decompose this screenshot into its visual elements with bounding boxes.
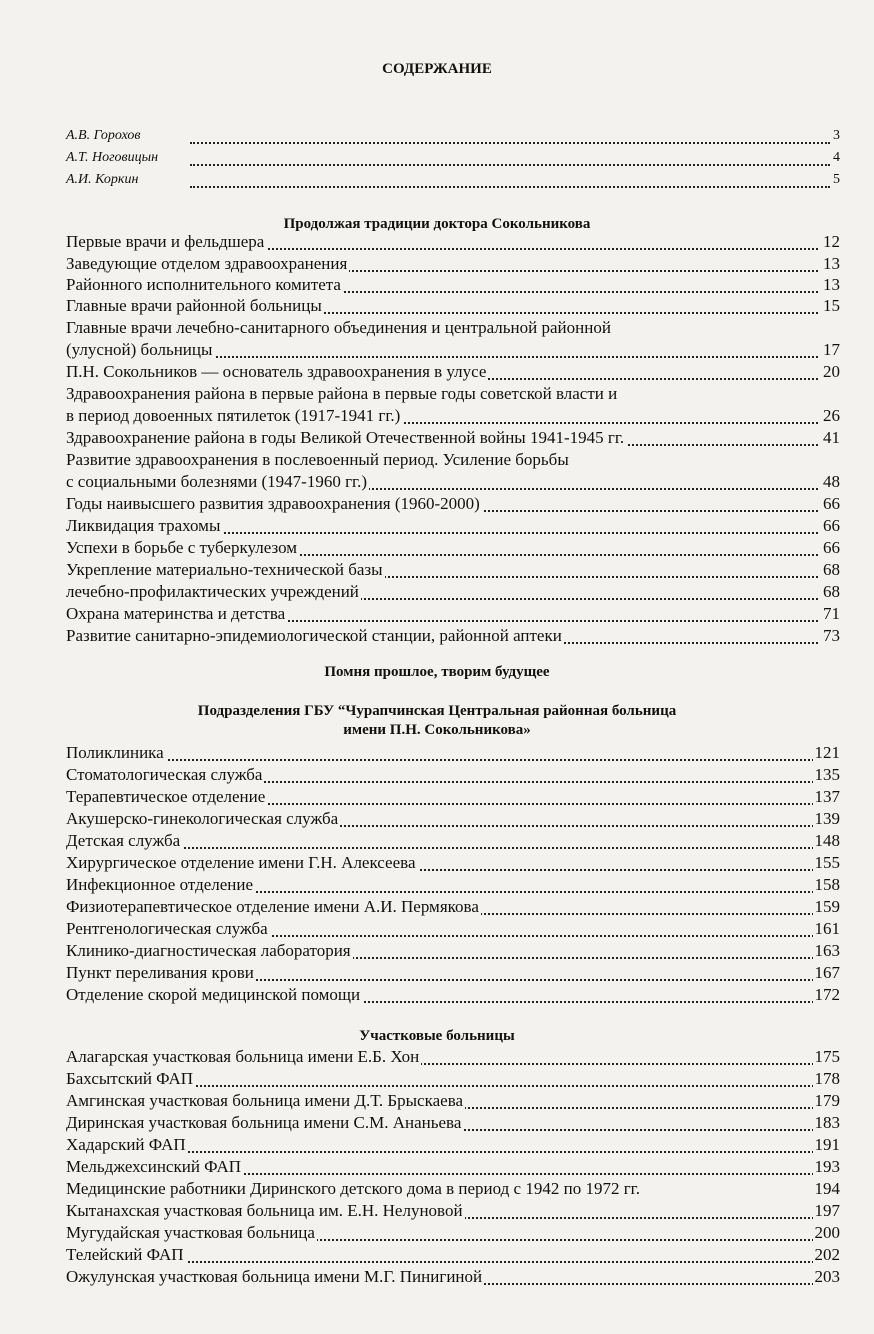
page-number: 183: [814, 1113, 840, 1132]
dot-leader: [190, 184, 830, 188]
toc-entry: [0, 493, 874, 517]
entry-title: Районного исполнительного комитета: [66, 275, 341, 294]
entry-title: Здравоохранения района в первые района в первые годы советской власти и: [66, 384, 618, 403]
page-number: 15: [823, 296, 840, 315]
entry-title: Детская служба: [66, 831, 181, 850]
entry-title: Телейский ФАП: [66, 1245, 184, 1264]
entry-title-continued: в период довоенных пятилеток (1917-1941 гг.): [66, 406, 401, 425]
entry-title: Отделение скорой медицинской помощи: [66, 985, 361, 1004]
toc-entry: [0, 581, 874, 605]
page-number: 155: [814, 853, 840, 872]
page-number: 191: [814, 1135, 840, 1154]
dot-leader: [100, 1149, 818, 1153]
page-number: 178: [814, 1069, 840, 1088]
entry-title: Мугудайская участковая больница: [66, 1223, 315, 1242]
page-number: 73: [823, 626, 840, 645]
entry-title: Охрана материнства и детства: [66, 604, 286, 623]
toc-entry: [0, 625, 874, 649]
toc-entry: [0, 339, 874, 363]
page-number: 139: [814, 809, 840, 828]
entry-title: Терапевтическое отделение: [66, 787, 266, 806]
toc-entry: [0, 808, 874, 832]
page-number: 48: [823, 472, 840, 491]
page-number: 20: [823, 362, 840, 381]
page-number: 5: [831, 170, 840, 190]
toc-entry: [0, 874, 874, 898]
toc-entry: [0, 764, 874, 788]
section-heading: Продолжая традиции доктора Сокольникова: [283, 216, 591, 232]
page-number: 137: [814, 787, 840, 806]
toc-title: СОДЕРЖАНИЕ: [382, 61, 492, 77]
page-number: 68: [823, 582, 840, 601]
toc-entry: [0, 537, 874, 561]
entry-title: Мельджехсинский ФАП: [66, 1157, 242, 1176]
entry-title: Укрепление материально-технической базы: [66, 560, 383, 579]
page-number: 167: [814, 963, 840, 982]
entry-title: Клинико-диагностическая лаборатория: [66, 941, 351, 960]
toc-entry: [0, 515, 874, 539]
toc-entry: [0, 1156, 874, 1180]
page-number: 158: [814, 875, 840, 894]
dot-leader: [190, 162, 830, 166]
page-number: 4: [831, 148, 840, 168]
entry-title: Успехи в борьбе с туберкулезом: [66, 538, 298, 557]
entry-title: Хадарский ФАП: [66, 1135, 186, 1154]
toc-entry: [0, 405, 874, 429]
section-heading: Помня прошлое, творим будущее: [324, 664, 550, 680]
page-number: 200: [814, 1223, 840, 1242]
toc-author-entry: [0, 126, 874, 148]
dot-leader: [100, 1083, 818, 1087]
author-name: А.Т. Ноговицын: [66, 148, 160, 168]
entry-title: Физиотерапевтическое отделение имени А.И. Пермякова: [66, 897, 479, 916]
toc-entry: [0, 361, 874, 385]
section-heading: Участковые больницы: [359, 1028, 515, 1044]
entry-title: Годы наивысшего развития здравоохранения (1960-2000): [66, 494, 480, 513]
toc-entry: [0, 1112, 874, 1136]
entry-title: Диринская участковая больница имени С.М. Ананьева: [66, 1113, 462, 1132]
page-number: 26: [823, 406, 840, 425]
entry-title: Рентгенологическая служба: [66, 919, 268, 938]
page-number: 71: [823, 604, 840, 623]
entry-title: Первые врачи и фельдшера: [66, 232, 265, 251]
toc-entry: [0, 940, 874, 964]
toc-entry: [0, 1200, 874, 1224]
entry-title: Стоматологическая служба: [66, 765, 263, 784]
entry-title-continued: с социальными болезнями (1947-1960 гг.): [66, 472, 368, 491]
toc-entry: [0, 786, 874, 810]
page-number: 194: [814, 1179, 840, 1198]
entry-title: Развитие здравоохранения в послевоенный период. Усиление борьбы: [66, 450, 569, 469]
author-name: А.В. Горохов: [66, 126, 143, 146]
toc-entry: [0, 1090, 874, 1114]
page-number: 179: [814, 1091, 840, 1110]
toc-entry: [0, 830, 874, 854]
toc-entry: [0, 852, 874, 876]
page-number: 175: [814, 1047, 840, 1066]
toc-entry: [0, 1266, 874, 1290]
toc-entry: [0, 471, 874, 495]
entry-title: Ликвидация трахомы: [66, 516, 221, 535]
entry-title: Заведующие отделом здравоохранения: [66, 254, 348, 273]
toc-entry: [0, 603, 874, 627]
page-number: 121: [814, 743, 840, 762]
toc-entry: [0, 1222, 874, 1246]
page-number: 197: [814, 1201, 840, 1220]
toc-entry: [0, 984, 874, 1008]
entry-title: П.Н. Сокольников — основатель здравоохранения в улусе: [66, 362, 487, 381]
page-number: 159: [814, 897, 840, 916]
page-number: 172: [814, 985, 840, 1004]
entry-title: Ожулунская участковая больница имени М.Г. Пинигиной: [66, 1267, 483, 1286]
toc-author-entry: [0, 148, 874, 170]
entry-title: Акушерско-гинекологическая служба: [66, 809, 339, 828]
page-number: 202: [814, 1245, 840, 1264]
page-number: 13: [823, 275, 840, 294]
toc-entry: [0, 918, 874, 942]
entry-title: Амгинская участковая больница имени Д.Т. Брыскаева: [66, 1091, 464, 1110]
entry-title: Поликлиника: [66, 743, 164, 762]
dot-leader: [100, 757, 818, 761]
toc-entry: [0, 1046, 874, 1070]
section-heading: имени П.Н. Сокольникова»: [343, 722, 531, 738]
page-number: 193: [814, 1157, 840, 1176]
entry-title: Главные врачи лечебно-санитарного объединения и центральной районной: [66, 318, 611, 337]
author-name: А.И. Коркин: [66, 170, 140, 190]
toc-entry: [0, 962, 874, 986]
page-number: 66: [823, 494, 840, 513]
section-heading: Подразделения ГБУ “Чурапчинская Центральная районная больница: [197, 703, 677, 719]
entry-title: Медицинские работники Диринского детского дома в период с 1942 по 1972 гг.: [66, 1179, 640, 1198]
entry-title: лечебно-профилактических учреждений: [66, 582, 359, 601]
toc-entry: [0, 559, 874, 583]
entry-title: Главные врачи районной больницы: [66, 296, 322, 315]
entry-title: Пункт переливания крови: [66, 963, 254, 982]
page-number: 135: [814, 765, 840, 784]
page-number: 68: [823, 560, 840, 579]
dot-leader: [100, 1259, 818, 1263]
page-number: 163: [814, 941, 840, 960]
toc-entry: [0, 1068, 874, 1092]
page-number: 12: [823, 232, 840, 251]
page-number: 66: [823, 538, 840, 557]
page-number: 66: [823, 516, 840, 535]
entry-title: Хирургическое отделение имени Г.Н. Алексеева: [66, 853, 416, 872]
toc-entry: [0, 295, 874, 319]
toc-entry: [0, 231, 874, 255]
toc-entry: [0, 1244, 874, 1268]
dot-leader: [100, 845, 818, 849]
entry-title: Инфекционное отделение: [66, 875, 254, 894]
page-number: 13: [823, 254, 840, 273]
page-number: 203: [814, 1267, 840, 1286]
entry-title: Здравоохранение района в годы Великой Отечественной войны 1941-1945 гг.: [66, 428, 625, 447]
toc-entry: [0, 1134, 874, 1158]
page-number: 161: [814, 919, 840, 938]
page-number: 148: [814, 831, 840, 850]
entry-title: Кытанахская участковая больница им. Е.Н. Нелуновой: [66, 1201, 463, 1220]
page-number: 17: [823, 340, 840, 359]
entry-title: Алагарская участковая больница имени Е.Б. Хон: [66, 1047, 420, 1066]
toc-entry: [0, 896, 874, 920]
toc-entry: [0, 1178, 874, 1202]
entry-title: Развитие санитарно-эпидемиологической станции, районной аптеки: [66, 626, 562, 645]
page-number: 3: [831, 126, 840, 146]
toc-author-entry: [0, 170, 874, 192]
entry-title: Бахсытский ФАП: [66, 1069, 194, 1088]
entry-title-continued: (улусной) больницы: [66, 340, 213, 359]
dot-leader: [190, 140, 830, 144]
page-number: 41: [823, 428, 840, 447]
toc-entry: [0, 427, 874, 451]
toc-entry: [0, 742, 874, 766]
